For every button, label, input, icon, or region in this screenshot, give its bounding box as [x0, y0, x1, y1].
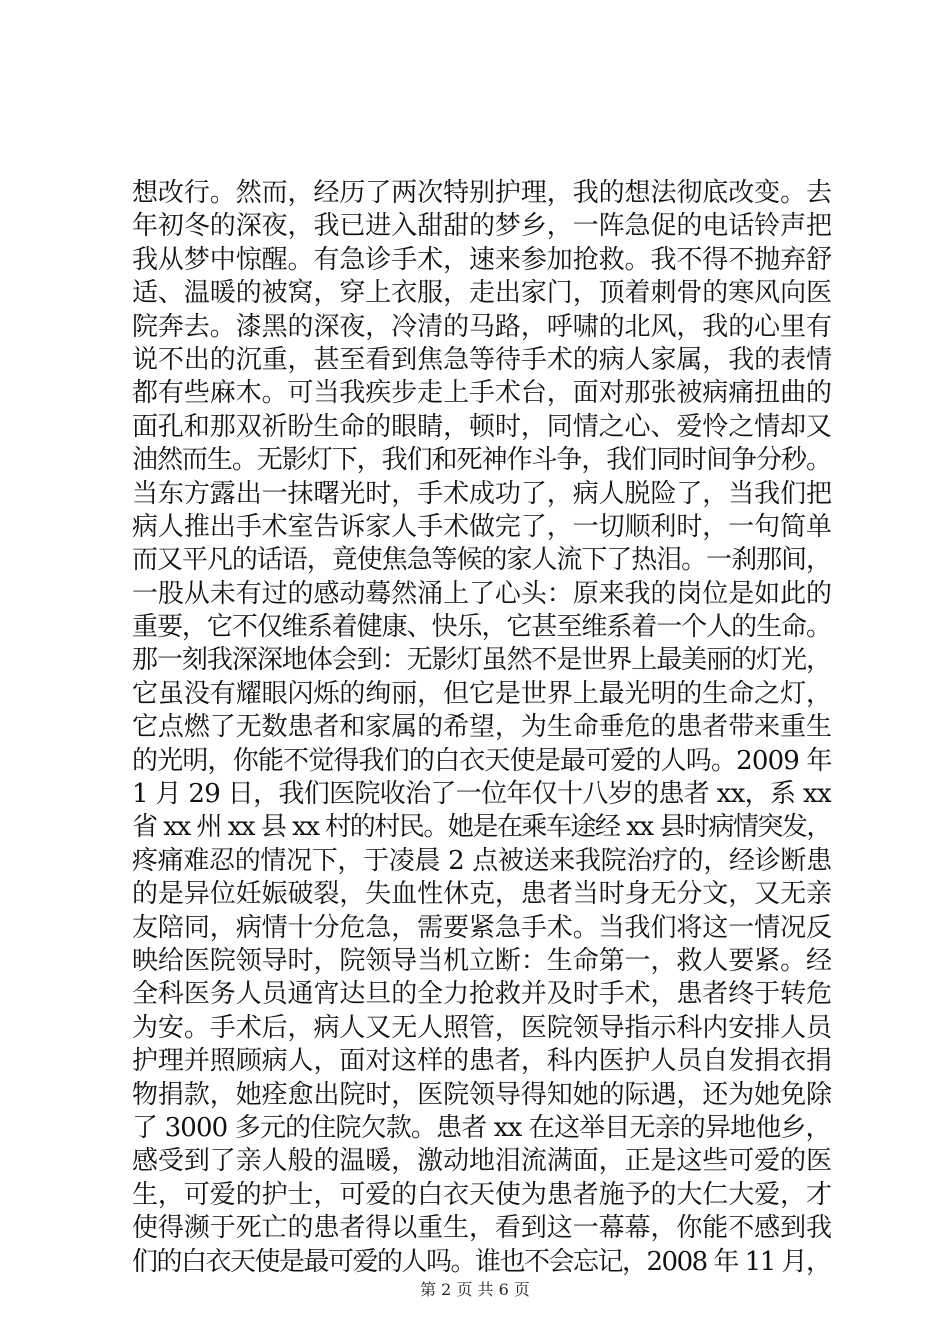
- text-line: 生，可爱的护士，可爱的白衣天使为患者施予的大仁大爱，才: [132, 1179, 832, 1210]
- text-line: 省 xx 州 xx 县 xx 村的村民。她是在乘车途经 xx 县时病情突发，: [132, 812, 831, 843]
- text-line: 护理并照顾病人，面对这样的患者，科内医护人员自发捐衣捐: [132, 1046, 832, 1077]
- text-line: 都有些麻木。可当我疾步走上手术台，面对那张被病痛扭曲的: [132, 378, 832, 409]
- text-line: 们的白衣天使是最可爱的人吗。谁也不会忘记，2008 年 11 月，: [132, 1246, 831, 1277]
- text-line: 它虽没有耀眼闪烁的绚丽，但它是世界上最光明的生命之灯，: [132, 678, 832, 709]
- text-line: 面孔和那双祈盼生命的眼睛，顿时，同情之心、爱怜之情却又: [132, 411, 832, 442]
- text-line: 年初冬的深夜，我已进入甜甜的梦乡，一阵急促的电话铃声把: [132, 211, 832, 242]
- text-line: 的是异位妊娠破裂，失血性休克，患者当时身无分文，又无亲: [132, 879, 832, 910]
- text-line: 说不出的沉重，甚至看到焦急等待手术的病人家属，我的表情: [132, 344, 832, 375]
- text-line: 适、温暖的被窝，穿上衣服，走出家门，顶着刺骨的寒风向医: [132, 278, 832, 309]
- body-text: [132, 177, 832, 1279]
- text-line: 使得濒于死亡的患者得以重生，看到这一幕幕，你能不感到我: [132, 1213, 832, 1244]
- text-line: 的光明，你能不觉得我们的白衣天使是最可爱的人吗。2009 年: [132, 745, 832, 776]
- page-footer: 第 2 页 共 6 页: [420, 1280, 530, 1299]
- text-line: 院奔去。漆黑的深夜，冷清的马路，呼啸的北风，我的心里有: [132, 311, 832, 342]
- text-line: 病人推出手术室告诉家人手术做完了，一切顺利时，一句简单: [132, 511, 832, 542]
- text-line: 友陪同，病情十分危急，需要紧急手术。当我们将这一情况反: [132, 912, 832, 943]
- text-line: 物捐款，她痊愈出院时，医院领导得知她的际遇，还为她免除: [132, 1079, 832, 1110]
- text-line: 1 月 29 日，我们医院收治了一位年仅十八岁的患者 xx，系 xx: [132, 779, 831, 810]
- text-line: 那一刻我深深地体会到：无影灯虽然不是世界上最美丽的灯光，: [132, 645, 831, 676]
- text-line: 我从梦中惊醒。有急诊手术，速来参加抢救。我不得不抛弃舒: [132, 244, 832, 275]
- text-line: 油然而生。无影灯下，我们和死神作斗争，我们同时间争分秒。: [132, 445, 831, 476]
- text-line: 当东方露出一抹曙光时，手术成功了，病人脱险了，当我们把: [132, 478, 832, 509]
- text-line: 映给医院领导时，院领导当机立断：生命第一，救人要紧。经: [132, 945, 832, 976]
- text-line: 为安。手术后，病人又无人照管，医院领导指示科内安排人员: [132, 1012, 832, 1043]
- text-line: 一股从未有过的感动蓦然涌上了心头：原来我的岗位是如此的: [132, 578, 832, 609]
- text-line: 而又平凡的话语，竟使焦急等候的家人流下了热泪。一刹那间，: [132, 545, 831, 576]
- text-line: 想改行。然而，经历了两次特别护理，我的想法彻底改变。去: [132, 178, 832, 208]
- text-line: 疼痛难忍的情况下，于凌晨 2 点被送来我院治疗的，经诊断患: [132, 845, 832, 876]
- text-line: 全科医务人员通宵达旦的全力抢救并及时手术，患者终于转危: [132, 979, 832, 1010]
- text-line: 了 3000 多元的住院欠款。患者 xx 在这举目无亲的异地他乡，: [132, 1112, 831, 1143]
- text-line: 感受到了亲人般的温暖，激动地泪流满面，正是这些可爱的医: [132, 1146, 832, 1177]
- text-line: 它点燃了无数患者和家属的希望，为生命垂危的患者带来重生: [132, 712, 832, 743]
- text-line: 重要，它不仅维系着健康、快乐，它甚至维系着一个人的生命。: [132, 612, 831, 643]
